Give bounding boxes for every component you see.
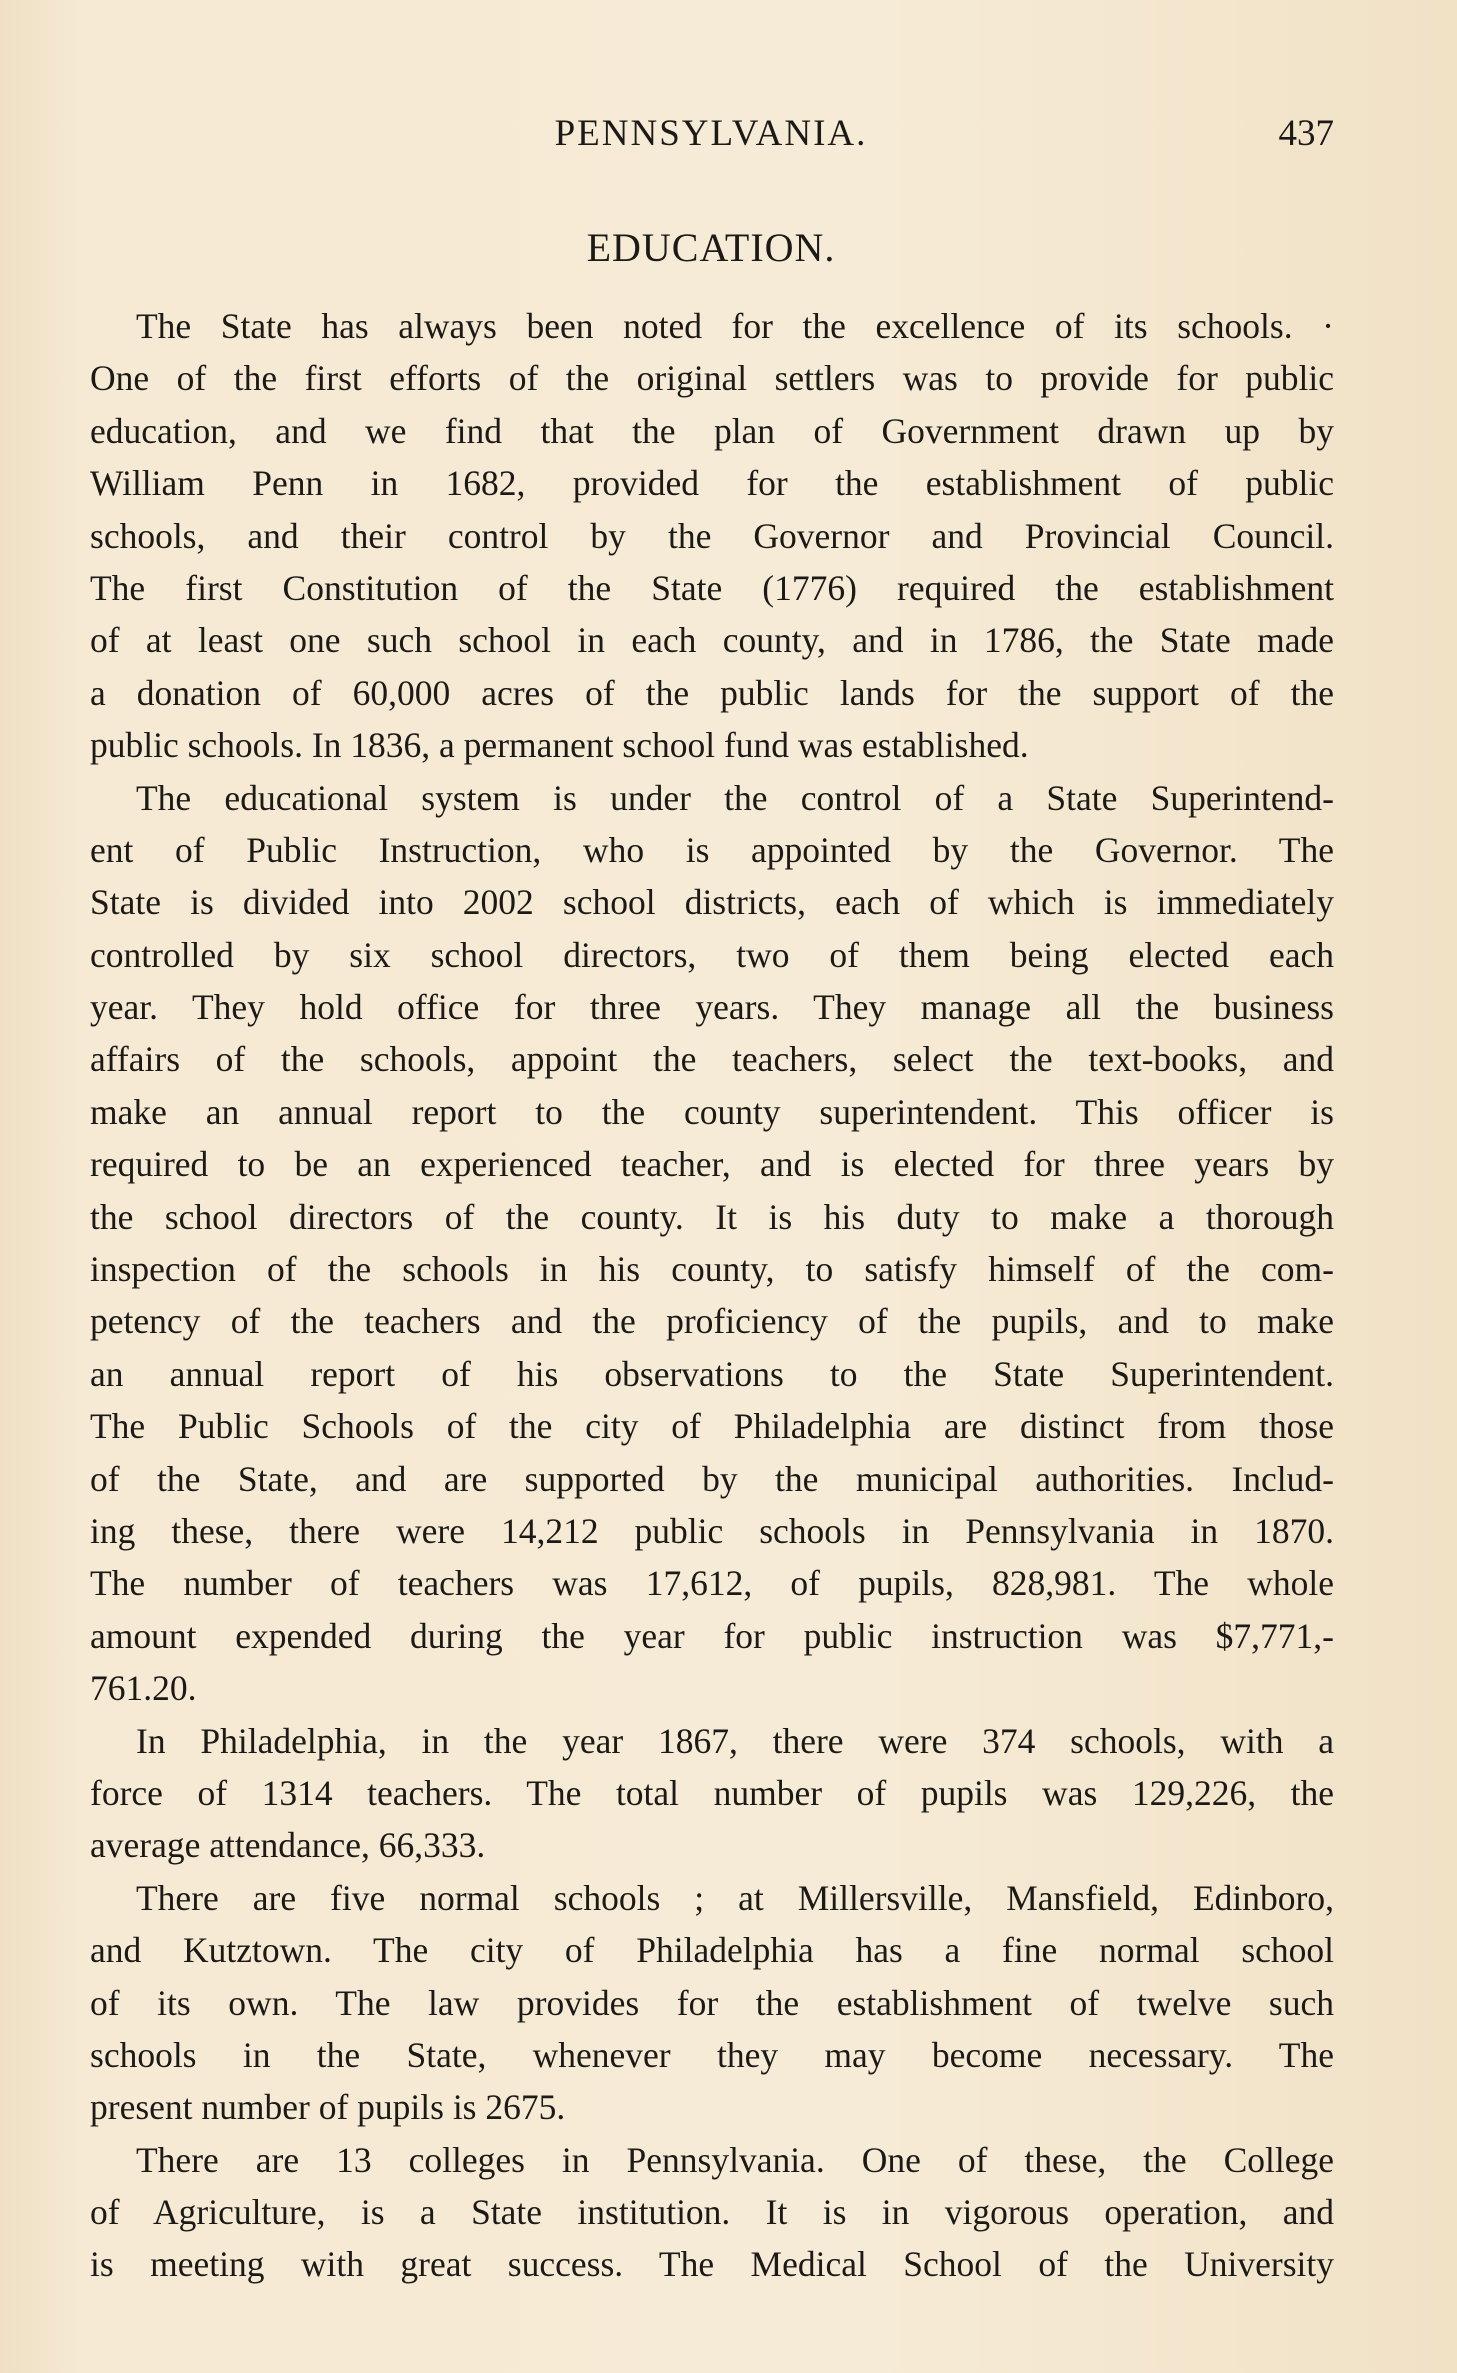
text-line: amount expended during the year for public instruction was $7,771,- [90, 1615, 1334, 1656]
text-line: The State has always been noted for the excellence of its schools. · [136, 306, 1334, 346]
text-line: of at least one such school in each county, and in 1786, the State made [90, 620, 1334, 661]
section-heading: EDUCATION. [586, 225, 836, 270]
text-line: The educational system is under the control of a State Superintend- [136, 777, 1334, 818]
text-line: inspection of the schools in his county, to satisfy himself of the com- [90, 1249, 1334, 1290]
text-line: State is divided into 2002 school districts, each of which is immediately [90, 882, 1334, 923]
text-line: petency of the teachers and the proficiency of the pupils, and to make [90, 1301, 1334, 1342]
text-line: make an annual report to the county superintendent. This officer is [90, 1091, 1334, 1132]
text-line: In Philadelphia, in the year 1867, there were 374 schools, with a [136, 1720, 1334, 1761]
text-line: One of the first efforts of the original settlers was to provide for public [90, 358, 1334, 399]
text-line: and Kutztown. The city of Philadelphia has a fine normal school [90, 1930, 1334, 1971]
text-line: There are five normal schools ; at Millersville, Mansfield, Edinboro, [136, 1877, 1334, 1918]
text-line: ent of Public Instruction, who is appointed by the Governor. The [90, 829, 1334, 870]
text-line: is meeting with great success. The Medical School of the University [90, 2244, 1334, 2285]
text-line: the school directors of the county. It is his duty to make a thorough [90, 1196, 1334, 1237]
text-line: schools, and their control by the Governor and Provincial Council. [90, 515, 1334, 556]
text-line: The number of teachers was 17,612, of pupils, 828,981. The whole [90, 1563, 1334, 1604]
text-line: required to be an experienced teacher, and is elected for three years by [90, 1144, 1334, 1185]
text-line: force of 1314 teachers. The total number of pupils was 129,226, the [90, 1772, 1334, 1813]
text-line: an annual report of his observations to the State Superintendent. [90, 1353, 1334, 1394]
text-line: of its own. The law provides for the establishment of twelve such [90, 1982, 1334, 2023]
running-title: PENNSYLVANIA. [554, 113, 868, 154]
text-line: of Agriculture, is a State institution. It is in vigorous operation, and [90, 2192, 1334, 2233]
text-line: There are 13 colleges in Pennsylvania. One of these, the College [136, 2139, 1334, 2180]
text-line: schools in the State, whenever they may become necessary. The [90, 2034, 1334, 2075]
text-line: education, and we find that the plan of Government drawn up by [90, 410, 1334, 451]
text-line: The first Constitution of the State (1776) required the establishment [90, 567, 1334, 608]
page-number: 437 [1278, 113, 1334, 154]
text-line: a donation of 60,000 acres of the public lands for the support of the [90, 672, 1334, 713]
text-line: average attendance, 66,333. [90, 1825, 486, 1866]
text-line: year. They hold office for three years. They manage all the business [90, 987, 1334, 1028]
body-text [90, 300, 1334, 2291]
text-line: of the State, and are supported by the municipal authorities. Includ- [90, 1458, 1334, 1499]
text-line: present number of pupils is 2675. [90, 2087, 566, 2128]
text-line: 761.20. [90, 1668, 197, 1709]
text-line: ing these, there were 14,212 public schools in Pennsylvania in 1870. [90, 1510, 1334, 1551]
text-line: The Public Schools of the city of Philadelphia are distinct from those [90, 1406, 1334, 1447]
text-line: public schools. In 1836, a permanent school fund was established. [90, 725, 1029, 766]
text-line: affairs of the schools, appoint the teachers, select the text-books, and [90, 1039, 1334, 1080]
text-line: William Penn in 1682, provided for the establishment of public [90, 463, 1334, 504]
text-line: controlled by six school directors, two of them being elected each [90, 934, 1334, 975]
running-head [88, 112, 1334, 172]
